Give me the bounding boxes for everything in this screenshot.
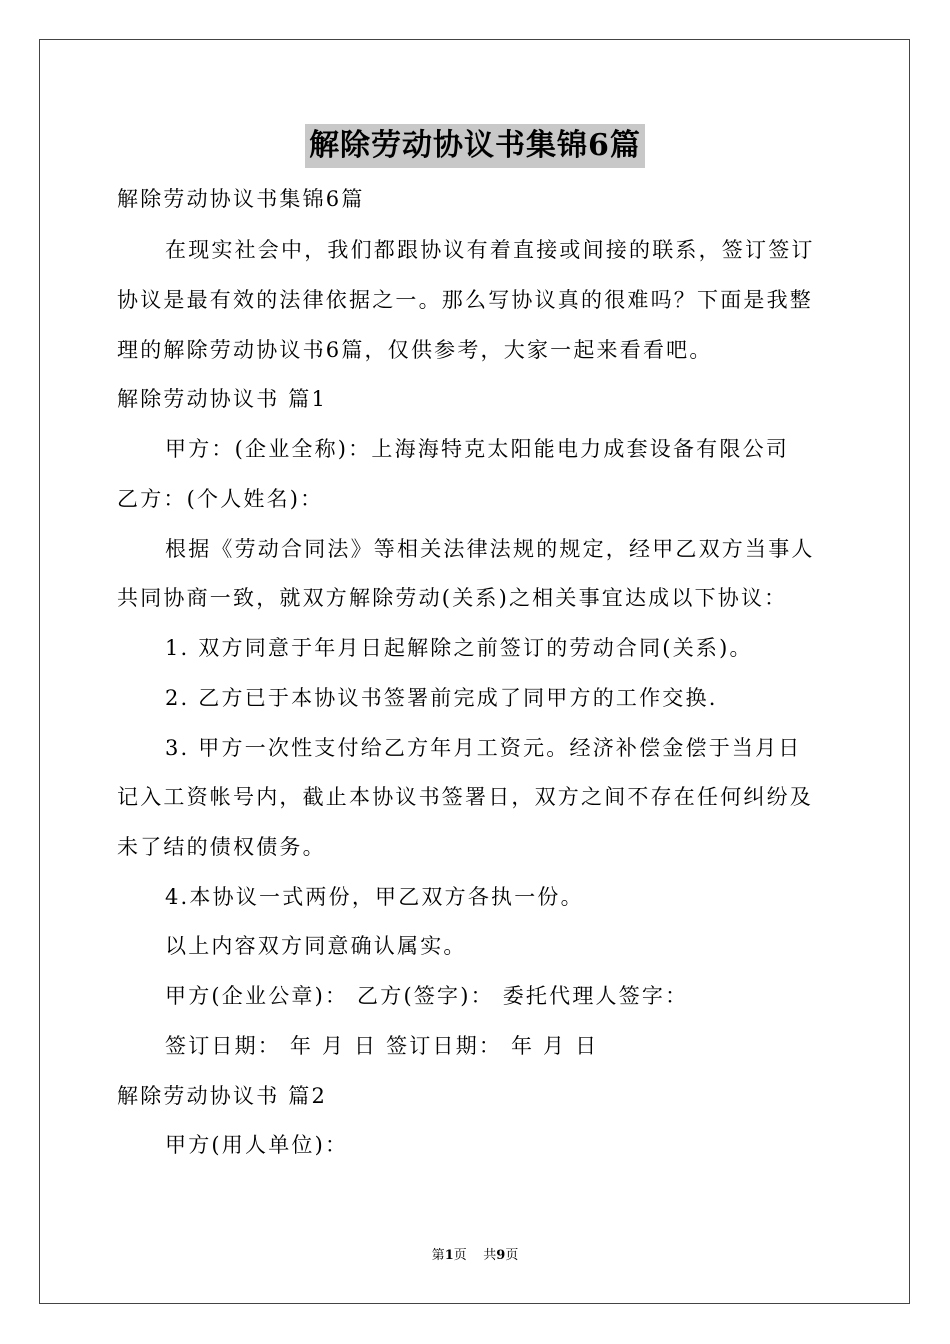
clause-3-line-3: 未了结的债权债务。: [117, 835, 326, 859]
intro-line-2: 协议是最有效的法律依据之一。那么写协议真的很难吗？下面是我整: [117, 288, 813, 312]
clause-3-line-1: 3. 甲方一次性支付给乙方年月工资元。经济补偿金偿于当月日: [165, 736, 802, 760]
clause-1: 1. 双方同意于年月日起解除之前签订的劳动合同(关系)。: [165, 636, 753, 660]
confirmation-line: 以上内容双方同意确认属实。: [165, 934, 467, 958]
intro-line-3: 理的解除劳动协议书6篇，仅供参考，大家一起来看看吧。: [117, 338, 713, 362]
clause-2: 2. 乙方已于本协议书签署前完成了同甲方的工作交换.: [165, 686, 718, 710]
document-title: 解除劳动协议书集锦6篇: [305, 124, 645, 168]
section-heading-1: 解除劳动协议书 篇1: [117, 387, 328, 411]
party-b-line: 乙方：(个人姓名)：: [117, 487, 324, 511]
clause-4: 4.本协议一式两份，甲乙双方各执一份。: [165, 885, 584, 909]
date-line: 签订日期： 年 月 日 签订日期： 年 月 日: [165, 1034, 599, 1058]
footer-mid: 页 共: [453, 1248, 497, 1263]
footer-suffix: 页: [505, 1248, 519, 1263]
footer-prefix: 第: [431, 1248, 445, 1263]
signature-line: 甲方(企业公章)： 乙方(签字)： 委托代理人签字：: [165, 984, 689, 1008]
footer-current-page: 1: [444, 1248, 454, 1263]
intro-line-1: 在现实社会中，我们都跟协议有着直接或间接的联系，签订签订: [165, 238, 815, 262]
party-a-line: 甲方：(企业全称)：上海海特克太阳能电力成套设备有限公司: [165, 437, 789, 461]
employer-line: 甲方(用人单位)：: [165, 1133, 349, 1157]
page-border: [39, 39, 910, 1304]
section-heading-2: 解除劳动协议书 篇2: [117, 1084, 328, 1108]
basis-line-1: 根据《劳动合同法》等相关法律法规的规定，经甲乙双方当事人: [165, 537, 815, 561]
subtitle-line: 解除劳动协议书集锦6篇: [117, 187, 365, 211]
page-footer: [0, 1247, 950, 1265]
footer-total-pages: 9: [496, 1248, 506, 1263]
title-container: [0, 124, 950, 168]
basis-line-2: 共同协商一致，就双方解除劳动(关系)之相关事宜达成以下协议：: [117, 586, 788, 610]
clause-3-line-2: 记入工资帐号内，截止本协议书签署日，双方之间不存在任何纠纷及: [117, 785, 813, 809]
